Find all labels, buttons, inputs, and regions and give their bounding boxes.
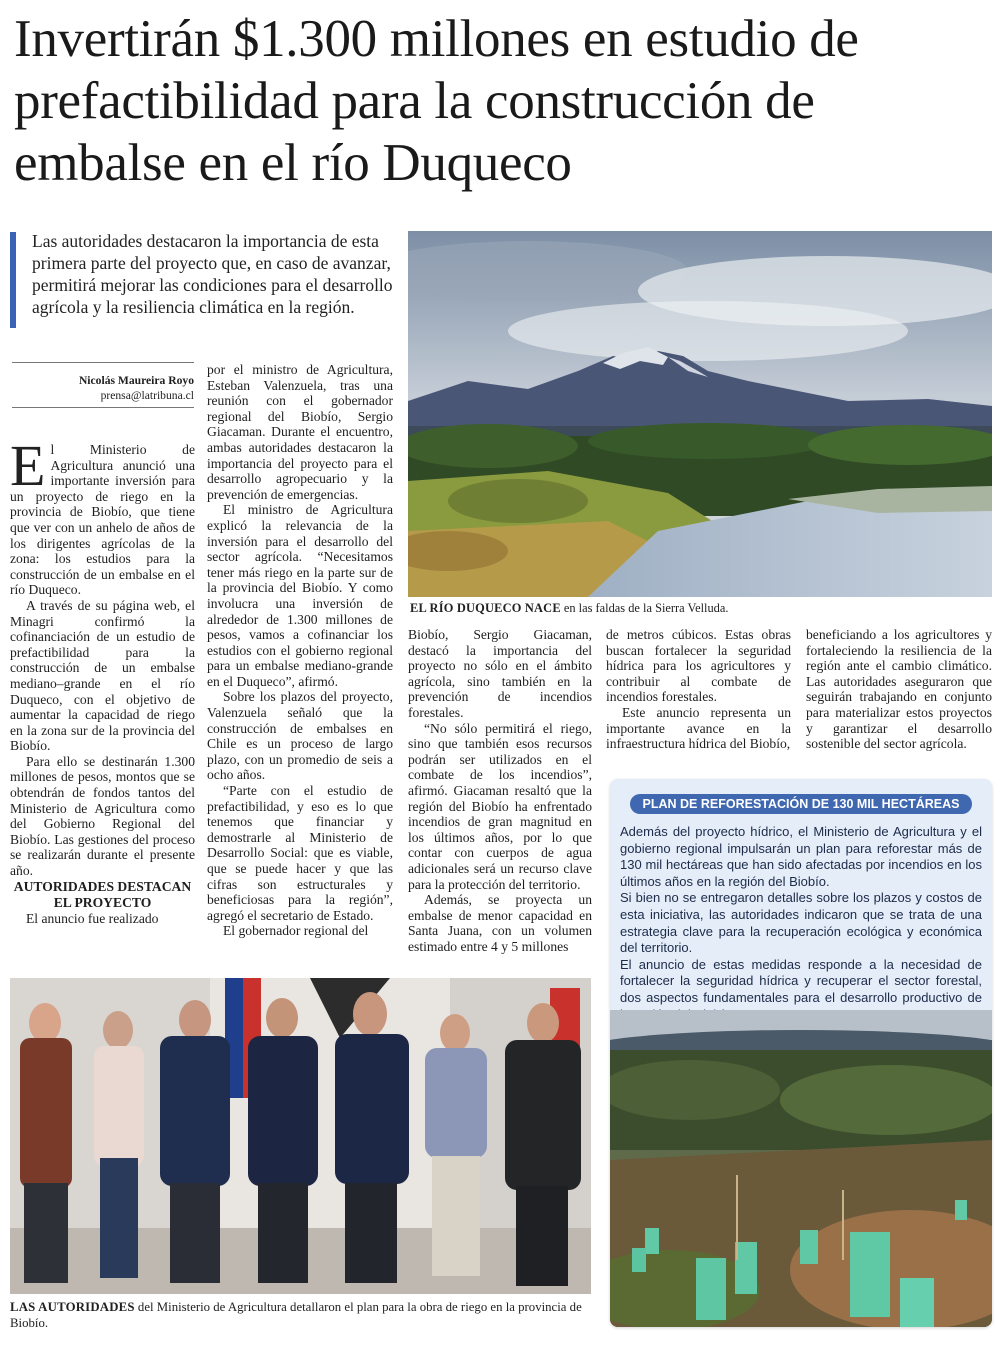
authorities-group-photo bbox=[10, 978, 591, 1294]
paragraph: Sobre los plazos del proyecto, Valenzuela señaló que la construcción de embalses en Chile es un proceso de largo plazo, con un promedio de seis a ocho años. bbox=[207, 689, 393, 783]
paragraph: Además, se proyecta un embalse de menor capacidad en Santa Juana, con un volumen estimado entre 4 y 5 millones bbox=[408, 892, 592, 954]
paragraph: “No sólo permitirá el riego, sino que también esos recursos podrán ser utilizados en el combate de los incendios”, afirmó. Giacaman resaltó que la región del Biobío ha enfrentado incendios de gran magnitud en los últimos años, por lo que contar con cuerpos de agua adicionales será un recurso clave para la protección del territorio. bbox=[408, 720, 592, 892]
paragraph: Además del proyecto hídrico, el Ministerio de Agricultura y el gobierno regional impulsarán un plan para reforestar más de 130 mil hectáreas que han sido afectadas por incendios en los últimos años en la región del Biobío. bbox=[620, 824, 982, 889]
article-column-5 bbox=[806, 627, 992, 752]
paragraph: El anuncio fue realizado bbox=[26, 910, 159, 926]
lead-accent-bar bbox=[10, 232, 16, 328]
article-column-2 bbox=[207, 362, 393, 939]
lead-text: Las autoridades destacaron la importancia de esta primera parte del proyecto que, en caso de avanzar, permitirá mejorar las condiciones para el desarrollo agrícola y la resiliencia climática en la región. bbox=[32, 231, 393, 317]
paragraph: Biobío, Sergio Giacaman, destacó la importancia del proyecto no sólo en el ámbito agrícola, sino también en la prevención de incendios forestales. bbox=[408, 627, 592, 720]
paragraph: El anuncio de estas medidas responde a la necesidad de fortalecer la seguridad hídrica y recuperar el sector forestal, dos aspectos fundamentales para el desarrollo productivo de bbox=[620, 956, 982, 1005]
sidebar-body bbox=[620, 824, 982, 1023]
drop-cap: E bbox=[10, 433, 46, 498]
reforestation-photo bbox=[610, 1010, 992, 1327]
paragraph: El Ministerio de Agricultura anunció una importante inversión para un proyecto de riego en la provincia de Biobío, que tiene que ver con un anhelo de años de los dirigentes agrícolas de la zona: los estudios para la construcción de un embalse en el río Duqueco. bbox=[10, 433, 195, 598]
paragraph: Para ello se destinarán 1.300 millones de pesos, montos que se obtendrán de fondos tantos del Ministerio de Agricultura como del Gobierno Regional del Biobío. Las gestiones del proceso se realizarán durante el presente año. bbox=[10, 753, 195, 879]
group-photo-caption: LAS AUTORIDADES del Ministerio de Agricultura detallaron el plan para la obra de riego en la provincia de Biobío. bbox=[10, 1300, 582, 1330]
paragraph: A través de su página web, el Minagri confirmó la cofinanciación de un estudio de prefactibilidad para la construcción de un embalse mediano–grande en el río Duqueco, con el objetivo de aumentar la capacidad de riego en la zona sur de la provincia del Biobío. bbox=[10, 597, 195, 754]
headline: Invertirán $1.300 millones en estudio de prefactibilidad para la construcción de embalse en el río Duqueco bbox=[14, 10, 859, 192]
paragraph: El ministro de Agricultura explicó la relevancia de la inversión para el desarrollo del sector agrícola. “Necesitamos tener más riego en la parte sur de la provincia del Biobío. Y como involucra una inversión de alrededor de 1.300 millones de pesos, vamos a cofinanciar los estudios con el gobierno regional para un embalse mediano-grande en el Duqueco”, afirmó. bbox=[207, 502, 393, 689]
subheading: AUTORIDADES DESTACAN EL PROYECTO bbox=[13, 878, 192, 910]
river-photo bbox=[408, 231, 992, 597]
paragraph: “Parte con el estudio de prefactibilidad, y eso es lo que tenemos que financiar y demostrarle al Ministerio de Desarrollo Social: que es viable, que se puede hacer y que las cifras son estructurales y beneficiosas para la región”, agregó el secretario de Estado. bbox=[207, 783, 393, 923]
paragraph: por el ministro de Agricultura, Esteban Valenzuela, tras una reunión con el gobernador regional del Biobío, Sergio Giacaman. Durante el encuentro, ambas autoridades destacaron la importancia del proyecto para el desarrollo agropecuario y la prevención de emergencias. bbox=[207, 362, 393, 502]
byline bbox=[12, 362, 194, 408]
paragraph: Si bien no se entregaron detalles sobre los plazos y costos de esta iniciativa, las autoridades indicaron que se trata de una estrategia clave para la recuperación ecológica y económica del territorio. bbox=[620, 890, 982, 956]
paragraph: El gobernador regional del bbox=[223, 923, 369, 939]
reforestation-sidebar bbox=[610, 779, 992, 1327]
paragraph: Este anuncio representa un importante avance en la infraestructura hídrica del Biobío, bbox=[606, 704, 791, 752]
article-column-3 bbox=[408, 627, 592, 954]
paragraph: beneficiando a los agricultores y fortaleciendo la resiliencia de la región ante el cambio climático. Las autoridades aseguraron que seguirán trabajando en conjunto para materializar estos proyectos y garantizar el desarrollo sostenible del sector agrícola. bbox=[806, 627, 992, 752]
lead-block bbox=[10, 230, 395, 318]
article-column-4 bbox=[606, 627, 791, 752]
sidebar-title: PLAN DE REFORESTACIÓN DE 130 MIL HECTÁREAS bbox=[630, 794, 972, 814]
paragraph: de metros cúbicos. Estas obras buscan fortalecer la seguridad hídrica para los agricultores y contribuir al combate de incendios forestales. bbox=[606, 627, 791, 705]
article-column-1 bbox=[10, 433, 195, 926]
author-name: Nicolás Maureira Royo bbox=[78, 374, 194, 387]
river-photo-caption: EL RÍO DUQUECO NACE en las faldas de la Sierra Velluda. bbox=[410, 601, 729, 615]
author-email: prensa@latribuna.cl bbox=[100, 389, 194, 402]
